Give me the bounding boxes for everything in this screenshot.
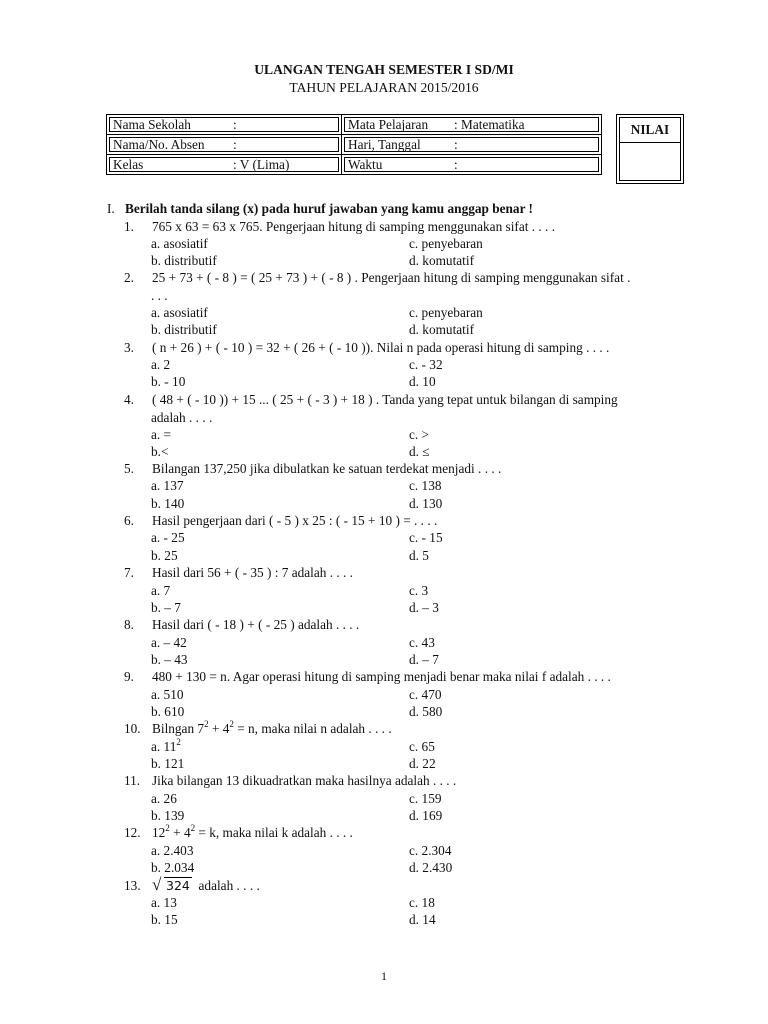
question-text: Bilngan $7^2 + 4^2 = n$, maka nilai n adalah . . . . bbox=[152, 719, 392, 736]
question-number: 6. bbox=[124, 513, 134, 528]
option-d: d. komutatif bbox=[409, 253, 474, 268]
question-number: 4. bbox=[124, 392, 134, 407]
option-d: d. 130 bbox=[409, 496, 443, 511]
option-a: a. = bbox=[151, 427, 172, 442]
name-label: Nama/No. Absen bbox=[113, 136, 205, 152]
question-text: Hasil pengerjaan dari ( - 5 ) x 25 : ( - 15 + 10 ) = . . . . bbox=[152, 513, 438, 528]
time-cell bbox=[342, 155, 602, 175]
option-a: a. 510 bbox=[151, 687, 184, 702]
class-cell bbox=[107, 155, 342, 175]
question-number: 1. bbox=[124, 219, 134, 234]
option-c: c. penyebaran bbox=[409, 236, 483, 251]
option-c: c. 159 bbox=[409, 791, 442, 806]
class-label: Kelas bbox=[113, 156, 144, 172]
question-number: 10. bbox=[124, 721, 141, 736]
time-value: : bbox=[454, 156, 458, 172]
question-text: Jika bilangan 13 dikuadratkan maka hasilnya adalah . . . . bbox=[152, 773, 457, 788]
option-d: d. – 3 bbox=[409, 600, 439, 615]
question-number: 9. bbox=[124, 669, 134, 684]
option-c: c. - 32 bbox=[409, 357, 443, 372]
option-d: d. – 7 bbox=[409, 652, 439, 667]
option-d: d. 2.430 bbox=[409, 860, 453, 875]
option-c: c. 65 bbox=[409, 739, 435, 754]
option-a: a. 137 bbox=[151, 478, 184, 493]
date-cell bbox=[342, 135, 602, 155]
option-a: a. 2 bbox=[151, 357, 171, 372]
time-label: Waktu bbox=[348, 156, 383, 172]
option-b: b.< bbox=[151, 444, 169, 459]
question-text: 480 + 130 = n. Agar operasi hitung di samping menjadi benar maka nilai f adalah . . . . bbox=[152, 669, 611, 684]
date-label: Hari, Tanggal bbox=[348, 136, 421, 152]
option-c: c. 18 bbox=[409, 895, 435, 910]
question-number: 7. bbox=[124, 565, 134, 580]
option-d: d. 5 bbox=[409, 548, 429, 563]
option-b: b. - 10 bbox=[151, 374, 186, 389]
option-c: c. 138 bbox=[409, 478, 442, 493]
section-number: I. bbox=[107, 201, 115, 216]
question-text: ( n + 26 ) + ( - 10 ) = 32 + ( 26 + ( - 10 )). Nilai n pada operasi hitung di samping . . . . bbox=[152, 340, 610, 355]
question-number: 8. bbox=[124, 617, 134, 632]
question-text: ( 48 + ( - 10 )) + 15 ... ( 25 + ( - 3 ) + 18 ) . Tanda yang tepat untuk bilangan di samping bbox=[152, 392, 618, 407]
option-c: c. 470 bbox=[409, 687, 442, 702]
option-b: b. 140 bbox=[151, 496, 185, 511]
question-number: 3. bbox=[124, 340, 134, 355]
option-a: a. 13 bbox=[151, 895, 177, 910]
option-d: d. ≤ bbox=[409, 444, 430, 459]
option-b: b. 2.034 bbox=[151, 860, 195, 875]
option-b: b. 25 bbox=[151, 548, 178, 563]
option-b: b. 15 bbox=[151, 912, 178, 927]
option-d: d. 10 bbox=[409, 374, 436, 389]
option-d: d. komutatif bbox=[409, 322, 474, 337]
option-b: b. 121 bbox=[151, 756, 185, 771]
score-label: NILAI bbox=[620, 118, 680, 143]
subject-label: Mata Pelajaran bbox=[348, 116, 429, 132]
option-b: b. – 7 bbox=[151, 600, 181, 615]
school-value: : bbox=[233, 116, 237, 132]
date-value: : bbox=[454, 136, 458, 152]
question-text: 765 x 63 = 63 x 765. Pengerjaan hitung di samping menggunakan sifat . . . . bbox=[152, 219, 556, 234]
score-box bbox=[616, 114, 684, 184]
option-d: d. 580 bbox=[409, 704, 443, 719]
question-text: 25 + 73 + ( - 8 ) = ( 25 + 73 ) + ( - 8 ) . Pengerjaan hitung di samping menggunakan sifat . bbox=[152, 270, 631, 285]
school-label: Nama Sekolah bbox=[113, 116, 191, 132]
question-text: $12^2 + 4^2 = k$, maka nilai k adalah . . . . bbox=[152, 823, 353, 840]
page-number: 1 bbox=[381, 969, 387, 983]
option-a: a. $11^2$ bbox=[151, 737, 181, 754]
question-number: 13. bbox=[124, 878, 141, 893]
exam-subtitle: TAHUN PELAJARAN 2015/2016 bbox=[289, 80, 479, 95]
option-c: c. - 15 bbox=[409, 530, 443, 545]
name-cell bbox=[107, 135, 342, 155]
option-a: a. asosiatif bbox=[151, 305, 208, 320]
school-cell bbox=[107, 115, 342, 135]
question-number: 12. bbox=[124, 825, 141, 840]
option-b: b. distributif bbox=[151, 253, 217, 268]
question-text: Hasil dari 56 + ( - 35 ) : 7 adalah . . . . bbox=[152, 565, 353, 580]
section-text: Berilah tanda silang (x) pada huruf jawaban yang kamu anggap benar ! bbox=[125, 201, 533, 216]
option-c: c. 3 bbox=[409, 583, 429, 598]
option-b: b. 610 bbox=[151, 704, 185, 719]
option-d: d. 169 bbox=[409, 808, 443, 823]
exam-title: ULANGAN TENGAH SEMESTER I SD/MI bbox=[254, 62, 514, 77]
option-b: b. – 43 bbox=[151, 652, 188, 667]
question-text-continued: adalah . . . . bbox=[151, 410, 213, 425]
subject-cell bbox=[342, 115, 602, 135]
class-value: : V (Lima) bbox=[233, 156, 290, 172]
option-a: a. 26 bbox=[151, 791, 177, 806]
option-a: a. – 42 bbox=[151, 635, 187, 650]
option-c: c. 2.304 bbox=[409, 843, 452, 858]
question-number: 5. bbox=[124, 461, 134, 476]
option-a: a. 7 bbox=[151, 583, 171, 598]
option-d: d. 22 bbox=[409, 756, 436, 771]
name-value: : bbox=[233, 136, 237, 152]
subject-value: : Matematika bbox=[454, 116, 525, 132]
question-text: Hasil dari ( - 18 ) + ( - 25 ) adalah . . . . bbox=[152, 617, 360, 632]
question-text-continued: . . . bbox=[151, 288, 168, 303]
option-c: c. > bbox=[409, 427, 430, 442]
option-c: c. 43 bbox=[409, 635, 435, 650]
student-info-table bbox=[106, 114, 602, 175]
option-a: a. asosiatif bbox=[151, 236, 208, 251]
question-text: √ 324 adalah . . . . bbox=[152, 875, 260, 894]
option-c: c. penyebaran bbox=[409, 305, 483, 320]
question-number: 2. bbox=[124, 270, 134, 285]
question-text: Bilangan 137,250 jika dibulatkan ke satuan terdekat menjadi . . . . bbox=[152, 461, 502, 476]
option-a: a. 2.403 bbox=[151, 843, 194, 858]
option-b: b. 139 bbox=[151, 808, 185, 823]
option-a: a. - 25 bbox=[151, 530, 185, 545]
option-b: b. distributif bbox=[151, 322, 217, 337]
square-root-icon: √ 324 bbox=[152, 875, 190, 894]
section-instruction bbox=[107, 201, 533, 217]
question-number: 11. bbox=[124, 773, 141, 788]
option-d: d. 14 bbox=[409, 912, 436, 927]
